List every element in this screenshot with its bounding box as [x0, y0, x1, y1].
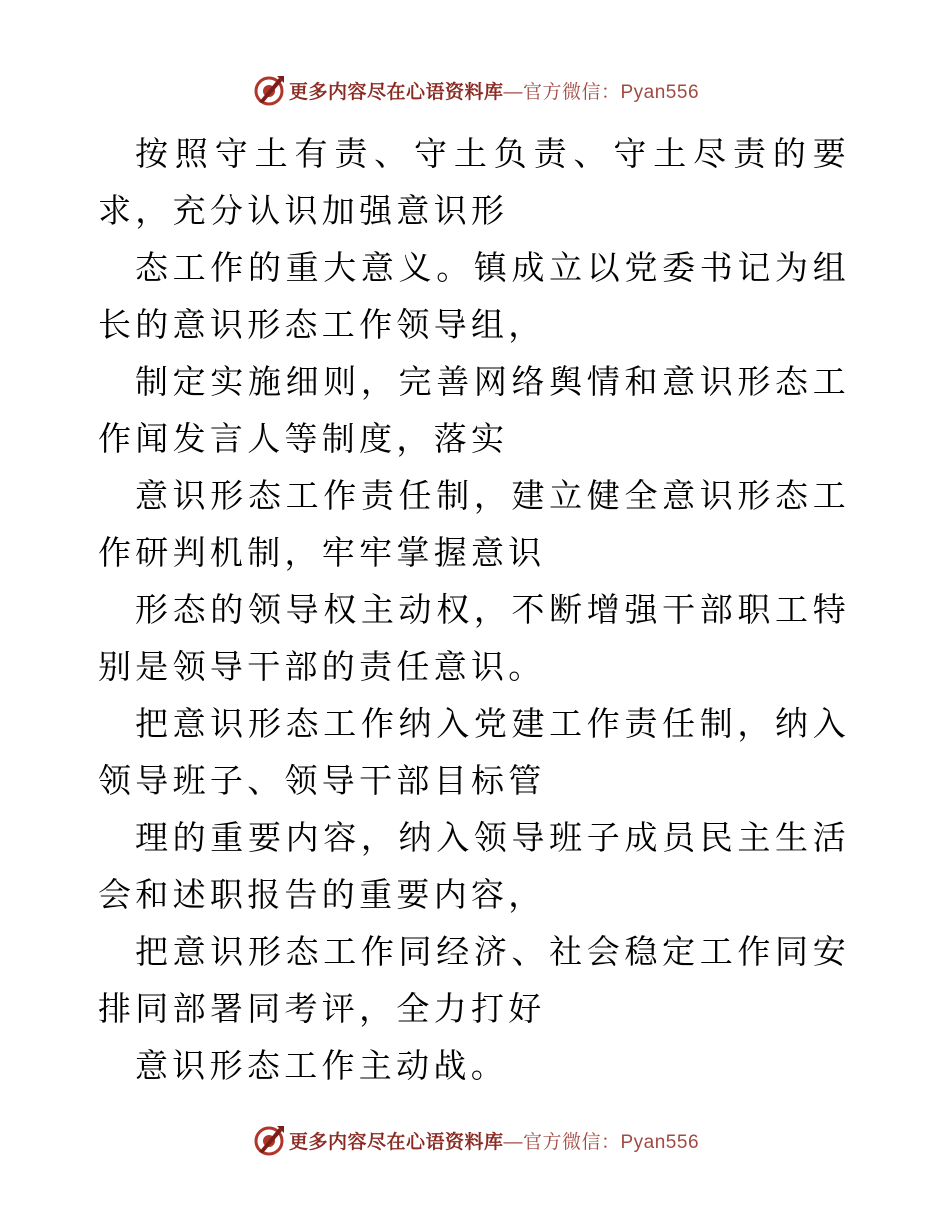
banner-wechat: —官方微信：Pyan556: [503, 1131, 700, 1153]
paragraph: 把意识形态工作同经济、社会稳定工作同安排同部署同考评，全力打好: [98, 932, 850, 1028]
paragraph: 意识形态工作主动战。: [135, 1046, 508, 1085]
paragraph: 制定实施细则，完善网络舆情和意识形态工作闻发言人等制度，落实: [98, 362, 850, 458]
banner-wechat: —官方微信：Pyan556: [503, 81, 700, 103]
paragraph: 按照守土有责、守土负责、守土尽责的要求，充分认识加强意识形: [98, 134, 850, 230]
quill-logo-icon: [251, 1122, 287, 1158]
paragraph: 把意识形态工作纳入党建工作责任制，纳入领导班子、领导干部目标管: [98, 704, 850, 800]
document-body: [98, 125, 850, 1094]
banner-text: 更多内容尽在心语资料库: [288, 80, 504, 103]
paragraph: 意识形态工作责任制，建立健全意识形态工作研判机制，牢牢掌握意识: [98, 476, 850, 572]
footer-banner: [0, 1118, 950, 1162]
paragraph: 态工作的重大意义。镇成立以党委书记为组长的意识形态工作领导组，: [98, 248, 850, 344]
header-banner: [0, 68, 950, 112]
paragraph: 理的重要内容，纳入领导班子成员民主生活会和述职报告的重要内容，: [98, 818, 850, 914]
quill-logo-icon: [251, 72, 287, 108]
banner-text: 更多内容尽在心语资料库: [288, 1130, 504, 1153]
paragraph: 形态的领导权主动权，不断增强干部职工特别是领导干部的责任意识。: [98, 590, 850, 686]
